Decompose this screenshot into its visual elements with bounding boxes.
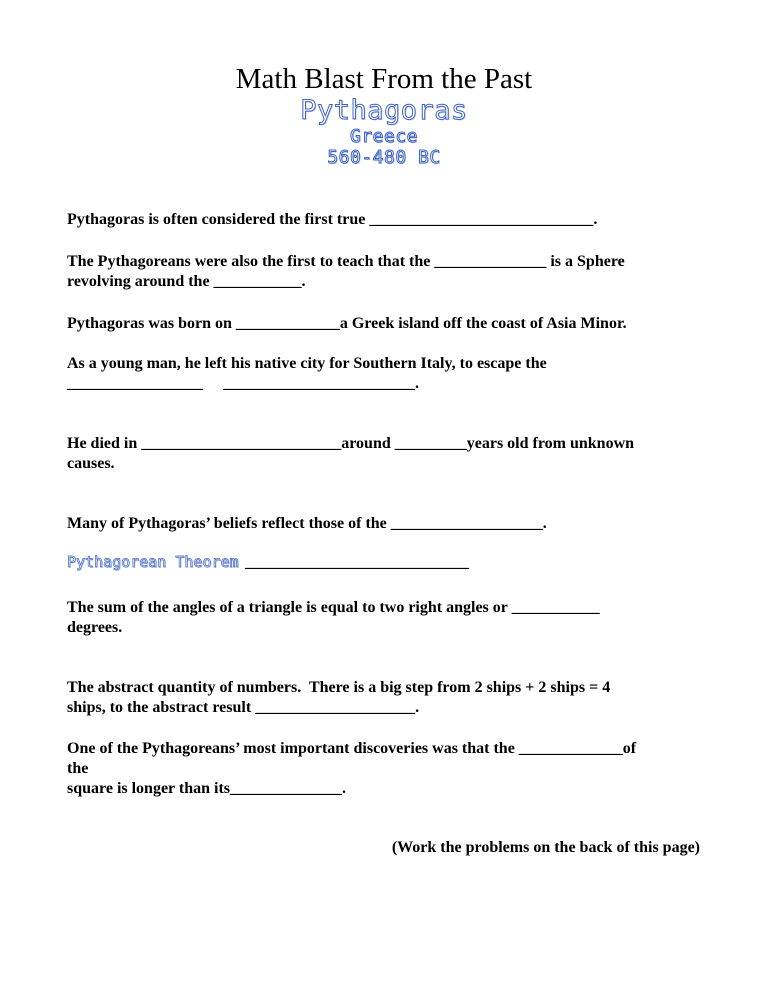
subject-place: Greece (349, 126, 419, 147)
theorem-blank: ____________________________ (245, 554, 469, 571)
subject-dates: 560-480 BC (327, 147, 441, 168)
question-sphere-line2: revolving around the ___________. (67, 273, 306, 290)
question-died-line1: He died in _________________________around _________years old from unknown (67, 435, 635, 452)
page-title: Math Blast From the Past (235, 63, 533, 95)
footer-note: (Work the problems on the back of this page) (391, 839, 700, 856)
question-beliefs: Many of Pythagoras’ beliefs reflect those of the ___________________. (67, 515, 547, 532)
question-died-line2: causes. (67, 455, 115, 472)
question-discovery-line3: square is longer than its______________. (67, 780, 346, 797)
question-escape-line1: As a young man, he left his native city for Southern Italy, to escape the (67, 355, 547, 372)
question-discovery-line1: One of the Pythagoreans’ most important discoveries was that the _____________of (67, 740, 637, 757)
question-angles-line2: degrees. (67, 619, 123, 636)
question-abstract-line2: ships, to the abstract result ____________________. (67, 699, 420, 716)
theorem-label: Pythagorean Theorem (67, 553, 239, 571)
question-abstract-line1: The abstract quantity of numbers. There is a big step from 2 ships + 2 ships = 4 (67, 679, 611, 696)
question-angles-line1: The sum of the angles of a triangle is equal to two right angles or ___________ (67, 599, 600, 616)
question-escape-line2: _________________ ________________________. (67, 375, 419, 392)
question-born-on: Pythagoras was born on _____________a Greek island off the coast of Asia Minor. (67, 315, 627, 332)
question-discovery-line2: the (67, 760, 89, 777)
subject-name: Pythagoras (300, 95, 468, 126)
question-first-true: Pythagoras is often considered the first true ____________________________. (67, 211, 598, 228)
question-sphere-line1: The Pythagoreans were also the first to teach that the ______________ is a Sphere (67, 253, 625, 270)
